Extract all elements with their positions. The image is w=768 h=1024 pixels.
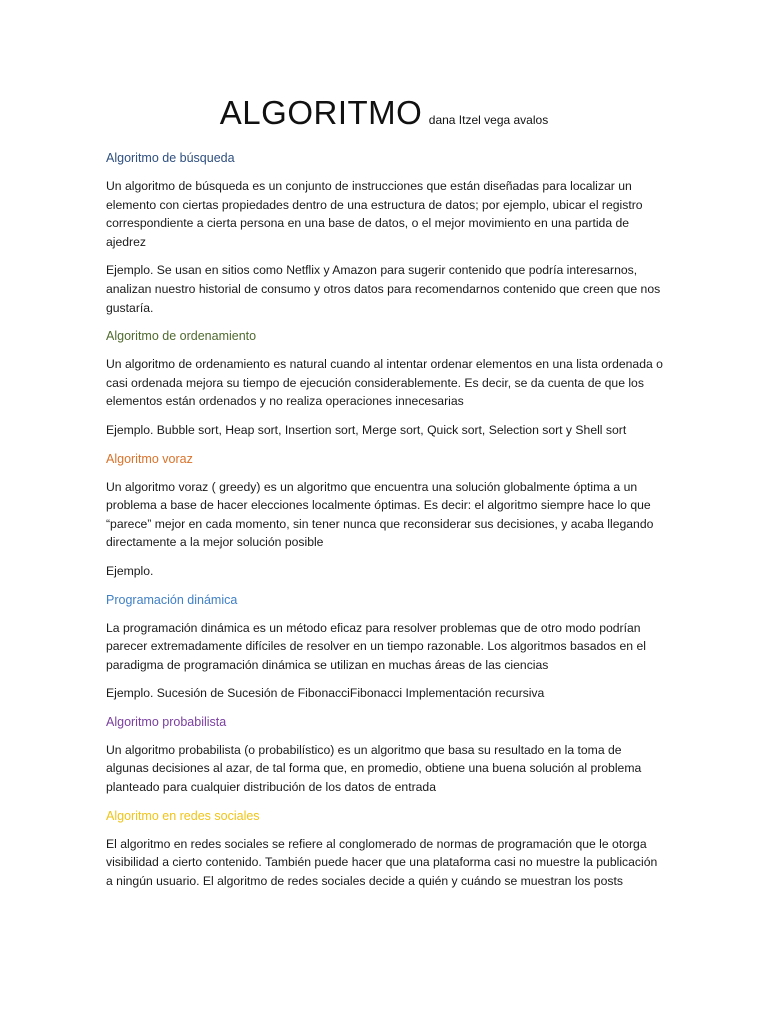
section-paragraph: Un algoritmo probabilista (o probabilístico) es un algoritmo que basa su resultado en la toma de algunas decisiones al azar, de tal forma que, en promedio, obtiene una buena solución al problema planteado para cualquier distribución de los datos de entrada — [106, 742, 642, 795]
section-example: Ejemplo. Se usan en sitios como Netflix y Amazon para sugerir contenido que podría interesarnos, analizan nuestro historial de consumo y otros datos para recomendarnos contenido que creen que nos gustaría. — [106, 263, 661, 315]
section-paragraph: El algoritmo en redes sociales se refiere al conglomerado de normas de programación que le otorga visibilidad a cierto contenido. También puede hacer que una plataforma casi no muestre la publicación a ningún usuario. El algoritmo de redes sociales decide a quién y cuándo se muestran los posts — [106, 836, 658, 888]
section-busqueda — [106, 149, 666, 317]
section-voraz — [106, 450, 666, 581]
section-paragraph: Un algoritmo voraz ( greedy) es un algoritmo que encuentra una solución globalmente óptima a un problema a base de hacer elecciones localmente óptimas. Es decir: el algoritmo siempre hace lo que “parece” mejor en cada momento, sin tener nunca que reconsiderar sus decisiones, y acaba llegando directamente a la mejor solución posible — [106, 479, 654, 550]
title-main: ALGORITMO — [219, 94, 423, 131]
section-paragraph: La programación dinámica es un método eficaz para resolver problemas que de otro modo podrían parecer extremadamente difíciles de resolver en un tiempo razonable. Los algoritmos basados en el paradigma de programación dinámica se utilizan en muchas áreas de las ciencias — [106, 620, 646, 672]
section-heading: Algoritmo de búsqueda — [106, 151, 235, 165]
section-example: Ejemplo. Bubble sort, Heap sort, Insertion sort, Merge sort, Quick sort, Selection sort y Shell sort — [106, 422, 627, 437]
section-heading: Algoritmo voraz — [106, 451, 193, 466]
section-paragraph: Un algoritmo de búsqueda es un conjunto de instrucciones que están diseñadas para localizar un elemento con ciertas propiedades dentro de una estructura de datos; por ejemplo, ubicar el registro correspondiente a cierta persona en una base de datos, o el mejor movimiento en una partida de ajedrez — [106, 179, 643, 249]
section-programacion-dinamica — [106, 591, 666, 703]
section-example: Ejemplo. — [106, 563, 154, 578]
section-heading: Algoritmo probabilista — [106, 714, 227, 729]
section-example: Ejemplo. Sucesión de Sucesión de FibonacciFibonacci Implementación recursiva — [106, 686, 545, 701]
section-heading: Programación dinámica — [106, 592, 238, 607]
section-redes-sociales — [106, 807, 666, 891]
section-heading: Algoritmo en redes sociales — [106, 808, 260, 823]
title-author: dana Itzel vega avalos — [428, 113, 549, 127]
document-body — [106, 149, 666, 900]
section-paragraph: Un algoritmo de ordenamiento es natural cuando al intentar ordenar elementos en una lista ordenada o casi ordenada mejora su tiempo de ejecución considerablemente. Es decir, se da cuenta de que los elementos están ordenados y no realiza operaciones innecesarias — [106, 357, 663, 409]
section-probabilista — [106, 713, 666, 797]
section-heading: Algoritmo de ordenamiento — [106, 329, 257, 344]
document-title — [0, 94, 768, 132]
section-ordenamiento — [106, 327, 666, 439]
